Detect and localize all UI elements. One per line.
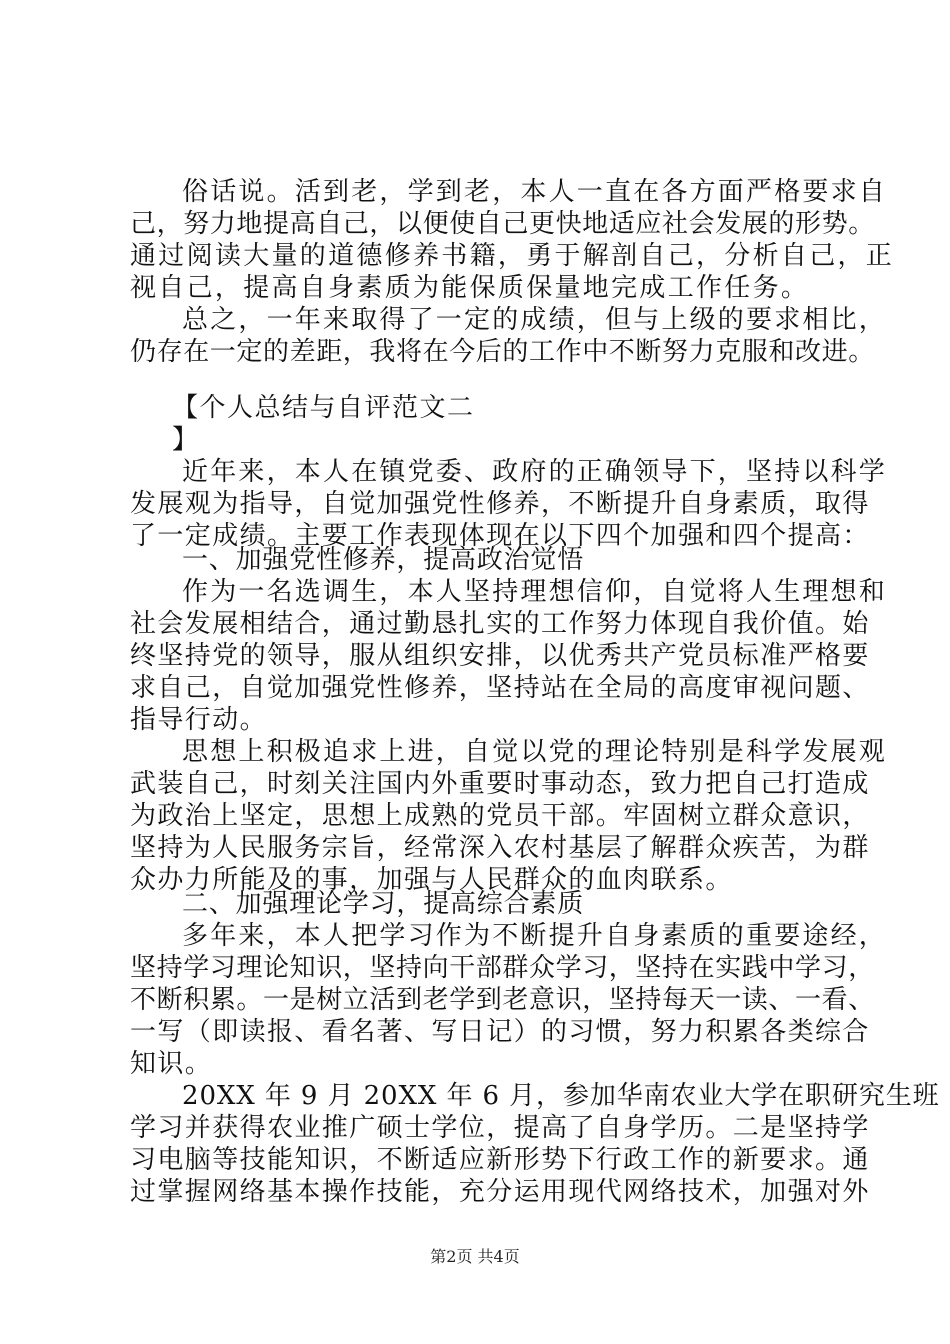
text-line: 了一定成绩。主要工作表现体现在以下四个加强和四个提高： bbox=[130, 521, 870, 551]
text-line: 总之，一年来取得了一定的成绩，但与上级的要求相比， bbox=[182, 305, 888, 335]
text-line: 坚持学习理论知识，坚持向干部群众学习，坚持在实践中学习， bbox=[130, 953, 875, 983]
text-line: 坚持为人民服务宗旨，经常深入农村基层了解群众疾苦，为群 bbox=[130, 833, 870, 863]
text-line: 不断积累。一是树立活到老学到老意识，坚持每天一读、一看、 bbox=[130, 985, 875, 1015]
text-line: 知识。 bbox=[130, 1049, 213, 1079]
text-line: 多年来，本人把学习作为不断提升自身素质的重要途经， bbox=[182, 921, 888, 951]
text-line: 己，努力地提高自己，以便使自己更快地适应社会发展的形势。 bbox=[130, 209, 875, 239]
subheading: 一、加强党性修养，提高政治觉悟 bbox=[182, 545, 585, 575]
text-line: 20XX 年 9 月 20XX 年 6 月，参加华南农业大学在职研究生班 bbox=[182, 1081, 940, 1111]
subheading: 二、加强理论学习，提高综合素质 bbox=[182, 889, 585, 919]
text-line: 通过阅读大量的道德修养书籍，勇于解剖自己，分析自己，正 bbox=[130, 241, 895, 271]
text-line: 习电脑等技能知识，不断适应新形势下行政工作的新要求。通 bbox=[130, 1145, 870, 1175]
text-line: 指导行动。 bbox=[130, 705, 268, 735]
text-line: 社会发展相结合，通过勤恳扎实的工作努力体现自我价值。始 bbox=[130, 609, 870, 639]
text-line: 为政治上坚定，思想上成熟的党员干部。牢固树立群众意识， bbox=[130, 801, 870, 831]
text-line: 发展观为指导，自觉加强党性修养，不断提升自身素质，取得 bbox=[130, 489, 870, 519]
text-line: 视自己，提高自身素质为能保质保量地完成工作任务。 bbox=[130, 273, 810, 303]
page-number: 第2页 共4页 bbox=[430, 1247, 520, 1266]
text-line: 作为一名选调生，本人坚持理想信仰，自觉将人生理想和 bbox=[182, 577, 888, 607]
text-line: 一写（即读报、看名著、写日记）的习惯，努力积累各类综合 bbox=[130, 1017, 870, 1047]
text-line: 近年来，本人在镇党委、政府的正确领导下，坚持以科学 bbox=[182, 457, 888, 487]
text-line: 思想上积极追求上进，自觉以党的理论特别是科学发展观 bbox=[182, 737, 888, 767]
text-line: 过掌握网络基本操作技能，充分运用现代网络技术，加强对外 bbox=[130, 1177, 870, 1207]
text-line: 学习并获得农业推广硕士学位，提高了自身学历。二是坚持学 bbox=[130, 1113, 870, 1143]
text-line: 仍存在一定的差距，我将在今后的工作中不断努力克服和改进。 bbox=[130, 337, 875, 367]
section-heading: 【个人总结与自评范文二 bbox=[172, 393, 475, 423]
text-line: 求自己，自觉加强党性修养，坚持站在全局的高度审视问题、 bbox=[130, 673, 870, 703]
text-line: 终坚持党的领导，服从组织安排，以优秀共产党员标准严格要 bbox=[130, 641, 870, 671]
text-line: 众办力所能及的事，加强与人民群众的血肉联系。 bbox=[130, 865, 733, 895]
text-line: 俗话说。活到老，学到老，本人一直在各方面严格要求自 bbox=[182, 177, 888, 207]
text-line: 武装自己，时刻关注国内外重要时事动态，致力把自己打造成 bbox=[130, 769, 870, 799]
section-heading: 】 bbox=[172, 425, 199, 455]
